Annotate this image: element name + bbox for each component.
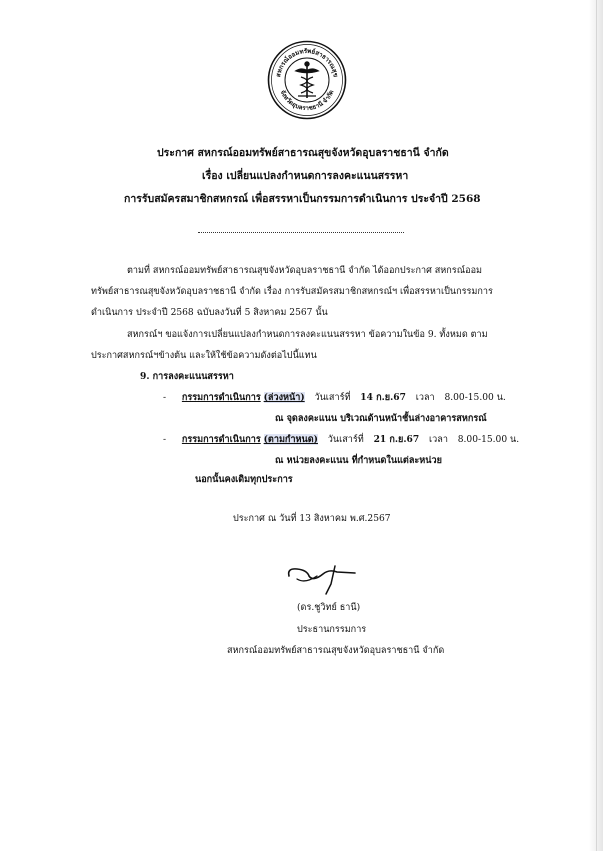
- item2-day: วันเสาร์ที่: [327, 435, 364, 445]
- header-line-1: ประกาศ สหกรณ์ออมทรัพย์สาธารณสุขจังหวัดอุบลราชธานี จำกัด: [157, 147, 449, 159]
- item2-time-label: เวลา: [429, 435, 448, 445]
- item1-date: 14 ก.ย.67: [360, 392, 406, 403]
- seal-graphic: [267, 40, 347, 120]
- item1-row: [163, 393, 506, 403]
- closing-text: นอกนั้นคงเดิมทุกประการ: [195, 474, 293, 485]
- item2-row: [163, 435, 519, 445]
- signer-name: (ดร.ชูวิทย์ ธานี): [297, 603, 361, 613]
- seal-text-bottom: จังหวัดอุบลราชธานี จำกัด: [278, 89, 336, 113]
- item2-dash: -: [163, 435, 167, 445]
- item1-tag: (ล่วงหน้า): [263, 392, 305, 403]
- header-line-3: การรับสมัครสมาชิกสหกรณ์ เพื่อสรรหาเป็นกรรมการดำเนินการ ประจำปี 2568: [124, 193, 481, 205]
- para1-line-3: ดำเนินการ ประจำปี 2568 ฉบับลงวันที่ 5 สิงหาคม 2567 นั้น: [91, 308, 328, 318]
- item1-day: วันเสาร์ที่: [314, 393, 351, 403]
- item2-date: 21 ก.ย.67: [373, 434, 420, 445]
- para1-line-1: ตามที่ สหกรณ์ออมทรัพย์สาธารณสุขจังหวัดอุบลราชธานี จำกัด ได้ออกประกาศ สหกรณ์ออม: [127, 266, 483, 276]
- para1-line-2: ทรัพย์สาธารณสุขจังหวัดอุบลราชธานี จำกัด เรื่อง การรับสมัครสมาชิกสหกรณ์ฯ เพื่อสรรหาเป็นกรรมการ: [91, 287, 493, 297]
- item1-place: ณ จุดลงคะแนน บริเวณด้านหน้าชั้นล่างอาคารสหกรณ์: [275, 413, 487, 424]
- para2-line-2: ประกาศสหกรณ์ฯข้างต้น และให้ใช้ข้อความดังต่อไปนี้แทน: [91, 351, 317, 361]
- item1-time: 8.00-15.00 น.: [444, 393, 506, 403]
- item2-place: ณ หน่วยลงคะแนน ที่กำหนดในแต่ละหน่วย: [275, 455, 442, 466]
- seal-text-top: สหกรณ์ออมทรัพย์สาธารณสุข: [275, 47, 339, 78]
- signer-position: ประธานกรรมการ: [297, 625, 367, 635]
- announce-date: ประกาศ ณ วันที่ 13 สิงหาคม พ.ศ.2567: [233, 514, 391, 524]
- item2-label: กรรมการดำเนินการ: [181, 434, 261, 445]
- item1-dash: -: [163, 393, 167, 403]
- item1-label: กรรมการดำเนินการ: [181, 392, 261, 403]
- page-edge-line: [596, 0, 597, 851]
- cooperative-seal: [267, 40, 347, 120]
- signature-graphic: [285, 562, 365, 596]
- item1-time-label: เวลา: [415, 393, 435, 403]
- para2-line-1: สหกรณ์ฯ ขอแจ้งการเปลี่ยนแปลงกำหนดการลงคะแนนสรรหา ข้อความในข้อ 9. ทั้งหมด ตาม: [127, 330, 488, 340]
- signer-organization: สหกรณ์ออมทรัพย์สาธารณสุขจังหวัดอุบลราชธานี จำกัด: [227, 646, 445, 656]
- item2-time: 8.00-15.00 น.: [457, 435, 520, 445]
- signature: [285, 562, 365, 596]
- section-heading: 9. การลงคะแนนสรรหา: [140, 371, 234, 382]
- item2-tag: (ตามกำหนด): [263, 434, 318, 445]
- header-line-2: เรื่อง เปลี่ยนแปลงกำหนดการลงคะแนนสรรหา: [202, 170, 409, 182]
- header-divider: [198, 232, 404, 233]
